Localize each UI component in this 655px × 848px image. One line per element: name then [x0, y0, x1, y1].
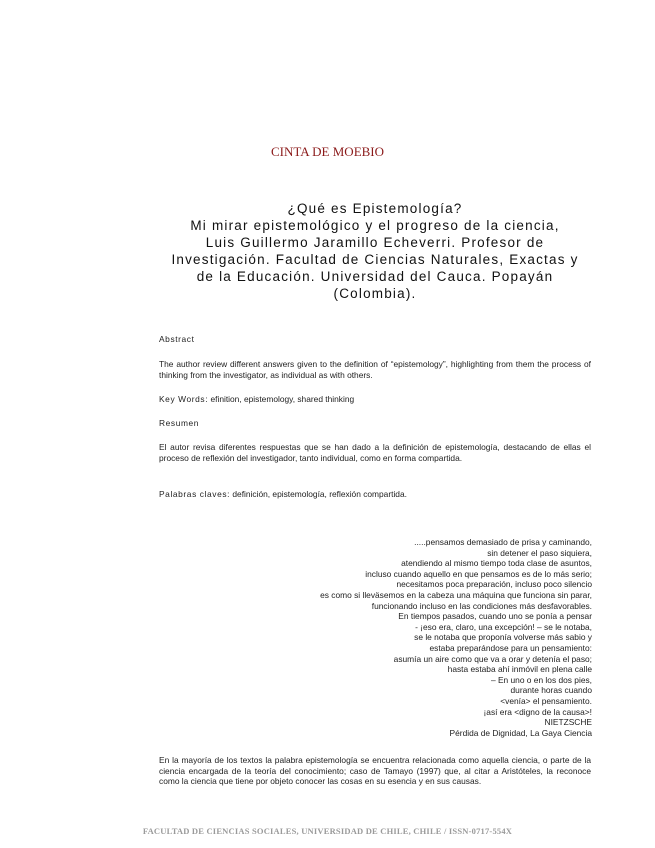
title-line: ¿Qué es Epistemología?	[287, 201, 463, 216]
title-line: Mi mirar epistemológico y el progreso de la ciencia,	[190, 218, 560, 233]
resumen-keywords	[159, 489, 591, 500]
title-line: (Colombia).	[333, 286, 417, 301]
title-line: Luis Guillermo Jaramillo Echeverri. Profesor de	[205, 235, 545, 250]
epigraph-line: incluso cuando aquello en que pensamos es de lo más serio;	[365, 568, 592, 579]
epigraph-line: funcionando incluso en las condiciones más desfavorables.	[371, 600, 592, 611]
epigraph-line: necesitamos poca preparación, incluso poco silencio	[396, 579, 592, 590]
page-footer: FACULTAD DE CIENCIAS SOCIALES, UNIVERSIDAD DE CHILE, CHILE / ISSN-0717-554X	[142, 826, 513, 836]
palabras-claves-value: definición, epistemología, reflexión compartida.	[232, 489, 407, 499]
keywords-value: efinition, epistemology, shared thinking	[210, 394, 355, 404]
epigraph-line: atendiendo al mismo tiempo toda clase de asuntos,	[401, 558, 592, 569]
epigraph-line: hasta estaba ahí inmóvil en plena calle	[447, 664, 592, 675]
epigraph-author: NIETZSCHE	[544, 717, 592, 728]
epigraph-line: .....pensamos demasiado de prisa y caminando,	[414, 537, 592, 547]
title-line: Investigación. Facultad de Ciencias Naturales, Exactas y	[171, 252, 579, 267]
title-line: de la Educación. Universidad del Cauca. Popayán	[196, 269, 554, 284]
epigraph-line: En tiempos pasados, cuando uno se ponía a pensar	[398, 611, 592, 622]
epigraph-line: estaba preparándose para un pensamiento:	[429, 642, 592, 653]
abstract-keywords	[159, 394, 591, 405]
epigraph-line: sin detener el paso siquiera,	[487, 547, 592, 558]
epigraph-line: durante horas cuando	[510, 685, 592, 696]
abstract-text: The author review different answers given to the definition of “epistemology”, highlighting from them the process of thinking from the investigator, as individual as with others.	[159, 359, 591, 380]
journal-name: CINTA DE MOEBIO	[270, 144, 385, 159]
epigraph-line: ¡así era <digno de la causa>!	[483, 706, 592, 717]
article-title	[150, 200, 600, 302]
resumen-heading: Resumen	[159, 418, 200, 428]
intro-paragraph: En la mayoría de los textos la palabra epistemología se encuentra relacionada como aquella ciencia, o parte de la ciencia encargada de la teoría del conocimiento; caso de Tamayo (1997) que, al citar a Aristóteles, la reconoce como la ciencia que tiene por objeto conocer las cosas en su esencia y en sus causas.	[159, 755, 591, 787]
epigraph-line: <venía> el pensamiento.	[500, 695, 592, 706]
epigraph-line: asumía un aire como que va a orar y detenía el paso;	[393, 653, 592, 664]
resumen-text: El autor revisa diferentes respuestas que se han dado a la definición de epistemología, destacando de ellas el proceso de reflexión del investigador, tanto individual, como en forma compartida.	[159, 442, 591, 463]
epigraph-line: - ¡eso era, claro, una excepción! – se le notaba,	[415, 621, 592, 632]
epigraph-line: es como si lleväsemos en la cabeza una máquina que funciona sin parar,	[320, 589, 592, 600]
palabras-claves-label: Palabras claves:	[159, 489, 231, 499]
epigraph-line: – En uno o en los dos pies,	[490, 674, 592, 685]
keywords-label: Key Words:	[159, 394, 209, 404]
epigraph	[240, 537, 592, 738]
abstract-heading: Abstract	[159, 334, 195, 344]
epigraph-line: se le notaba que proponía volverse más sabio y	[414, 632, 592, 643]
epigraph-source: Pérdida de Dignidad, La Gaya Ciencia	[449, 727, 592, 738]
